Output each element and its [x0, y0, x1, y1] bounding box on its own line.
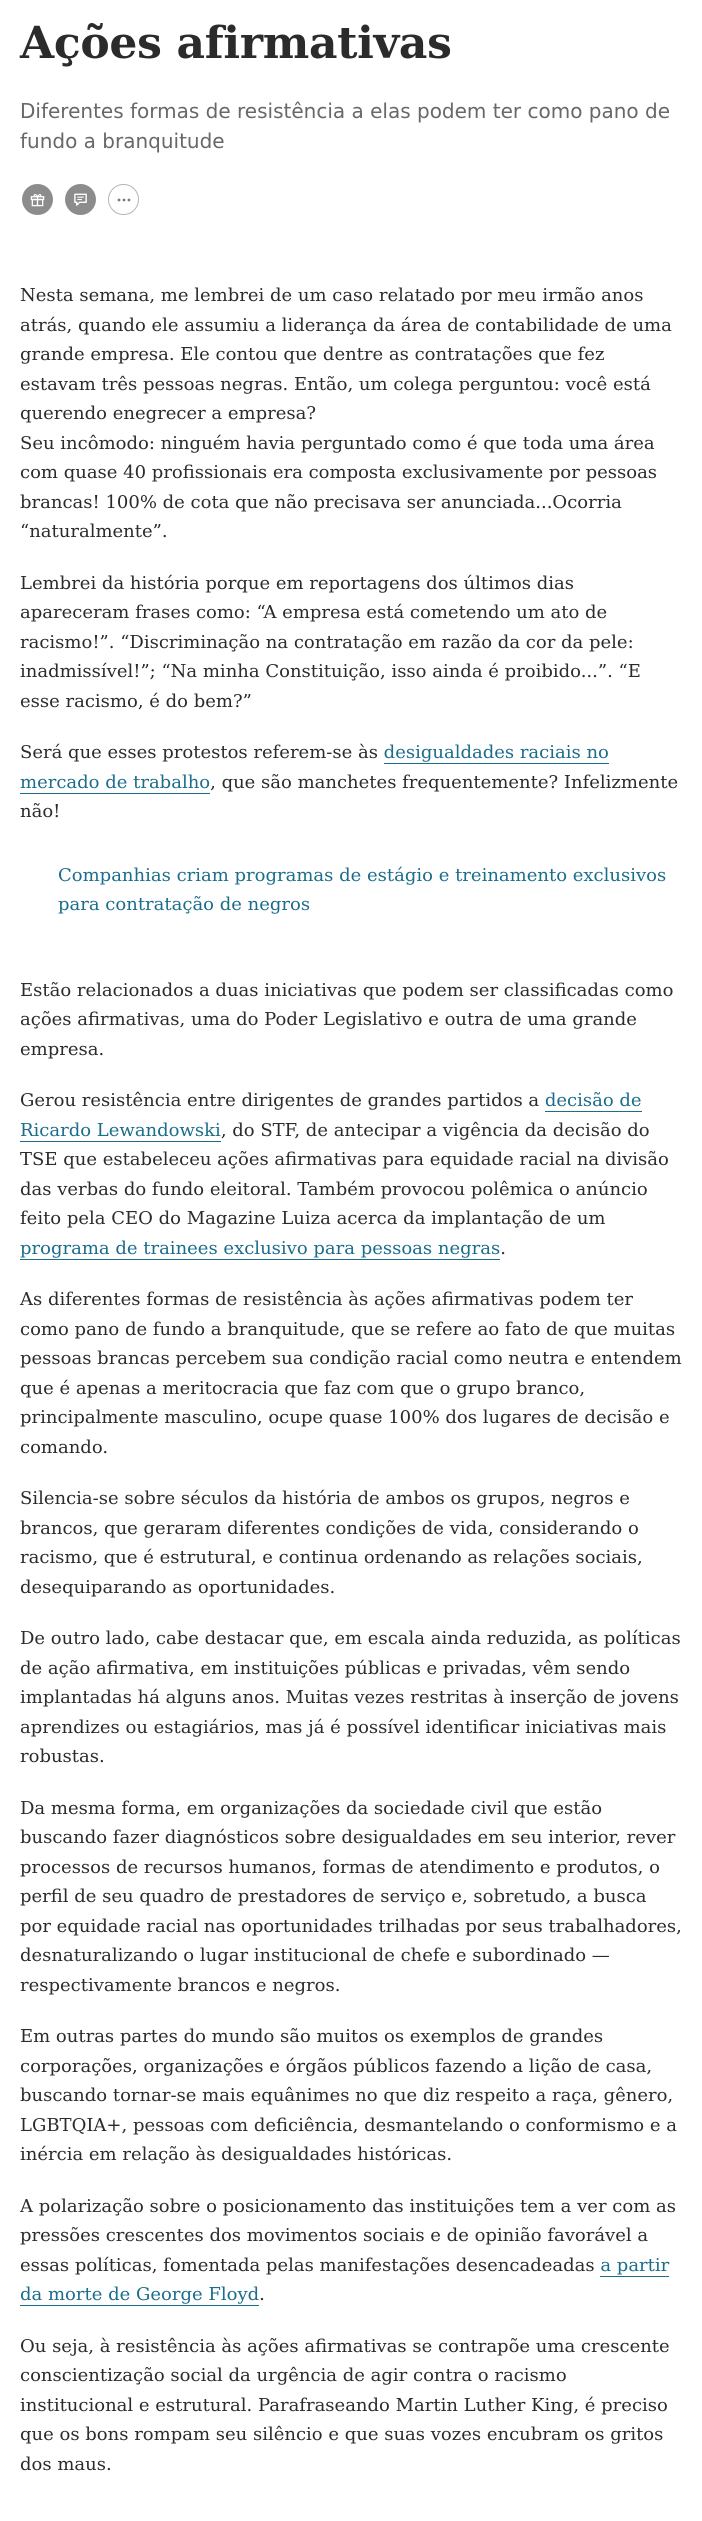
paragraph [20, 281, 682, 547]
link-decisao-lewandowski[interactable]: decisão de Ricardo Lewandowski [20, 1090, 642, 1141]
paragraph: Ou seja, à resistência às ações afirmativas se contrapõe uma crescente conscientização social da urgência de agir contra o racismo institucional e estrutural. Parafraseando Martin Luther King, é preciso que os bons rompam seu silêncio e que suas vozes encubram os gritos dos maus. [20, 2335, 670, 2475]
comment-icon [73, 192, 88, 207]
paragraph: De outro lado, cabe destacar que, em escala ainda reduzida, as políticas de ação afirmativa, em instituições públicas e privadas, vêm sendo implantadas há alguns anos. Muitas vezes restritas à inserção de jovens aprendizes ou estagiários, mas já é possível identificar iniciativas mais robustas. [20, 1628, 681, 1767]
link-desigualdades-raciais[interactable]: desigualdades raciais no mercado de trabalho [20, 742, 609, 793]
paragraph-text: A polarização sobre o posicionamento das instituições tem a ver com as pressões crescentes dos movimentos sociais e de opinião favorável a essas políticas, fomentada pelas manifestações desencadeadas [20, 2195, 676, 2276]
paragraph-text: . [259, 2284, 265, 2305]
paragraph-text: , do STF, de antecipar a vigência da decisão do TSE que estabeleceu ações afirmativas para equidade racial na divisão das verbas do fundo eleitoral. Também provocou polêmica o anúncio feito pela CEO do Magazine Luiza acerca da implantação de um [20, 1119, 669, 1229]
paragraph-text: Gerou resistência entre dirigentes de grandes partidos a [20, 1090, 545, 1111]
paragraph [20, 1086, 682, 1263]
share-toolbar [22, 184, 682, 215]
article-title: Ações afirmativas [20, 18, 452, 69]
related-article [58, 861, 682, 920]
gift-button[interactable] [22, 184, 53, 215]
link-george-floyd[interactable]: a partir da morte de George Floyd [20, 2254, 670, 2305]
more-options-button[interactable] [108, 184, 139, 215]
paragraph: Silencia-se sobre séculos da história de ambos os grupos, negros e brancos, que geraram diferentes condições de vida, considerando o racismo, que é estrutural, e continua ordenando as relações sociais, desequiparando as oportunidades. [20, 1488, 643, 1598]
paragraph: Em outras partes do mundo são muitos os exemplos de grandes corporações, organizações e órgãos públicos fazendo a lição de casa, buscando tornar-se mais equânimes no que diz respeito a raça, gênero, LGBTQIA+, pessoas com deficiência, desmantelando o conformismo e a inércia em relação às desigualdades históricas. [20, 2026, 677, 2165]
article-body [20, 281, 682, 2479]
paragraph [20, 2192, 682, 2310]
paragraph-text: Nesta semana, me lembrei de um caso relatado por meu irmão anos atrás, quando ele assumiu a liderança da área de contabilidade de uma grande empresa. Ele contou que dentre as contratações que fez estavam três pessoas negras. Então, um colega perguntou: você está querendo enegrecer a empresa? [20, 285, 672, 424]
paragraph-text: , que são manchetes frequentemente? Infelizmente não! [20, 771, 679, 822]
paragraph [20, 738, 682, 827]
paragraph: Estão relacionados a duas iniciativas que podem ser classificadas como ações afirmativas, uma do Poder Legislativo e outra de uma grande empresa. [20, 979, 674, 1060]
related-article-link[interactable]: Companhias criam programas de estágio e treinamento exclusivos para contratação de negros [58, 864, 667, 915]
more-icon [116, 197, 132, 203]
paragraph-text: Seu incômodo: ninguém havia perguntado como é que toda uma área com quase 40 profissionais era composta exclusivamente por pessoas brancas! 100% de cota que não precisava ser anunciada...Ocorria “naturalmente”. [20, 432, 658, 542]
paragraph: Lembrei da história porque em reportagens dos últimos dias apareceram frases como: “A empresa está cometendo um ato de racismo!”. “Discriminação na contratação em razão da cor da pele: inadmissível!”; “Na minha Constituição, isso ainda é proibido...”. “E esse racismo, é do bem?” [20, 572, 641, 712]
link-programa-trainees[interactable]: programa de trainees exclusivo para pessoas negras [20, 1237, 501, 1259]
paragraph-text: Será que esses protestos referem-se às [20, 742, 384, 763]
paragraph: As diferentes formas de resistência às ações afirmativas podem ter como pano de fundo a branquitude, que se refere ao fato de que muitas pessoas brancas percebem sua condição racial como neutra e entendem que é apenas a meritocracia que faz com que o grupo branco, principalmente masculino, ocupe quase 100% dos lugares de decisão e comando. [20, 1289, 682, 1458]
paragraph: Da mesma forma, em organizações da sociedade civil que estão buscando fazer diagnósticos sobre desigualdades em seu interior, rever processos de recursos humanos, formas de atendimento e produtos, o perfil de seu quadro de prestadores de serviço e, sobretudo, a busca por equidade racial nas oportunidades trilhadas por seus trabalhadores, desnaturalizando o lugar institucional de chefe e subordinado —respectivamente brancos e negros. [20, 1797, 682, 1996]
gift-icon [30, 192, 45, 207]
comments-button[interactable] [65, 184, 96, 215]
article-subtitle: Diferentes formas de resistência a elas podem ter como pano de fundo a branquitude [20, 99, 671, 153]
paragraph-text: . [500, 1237, 506, 1259]
